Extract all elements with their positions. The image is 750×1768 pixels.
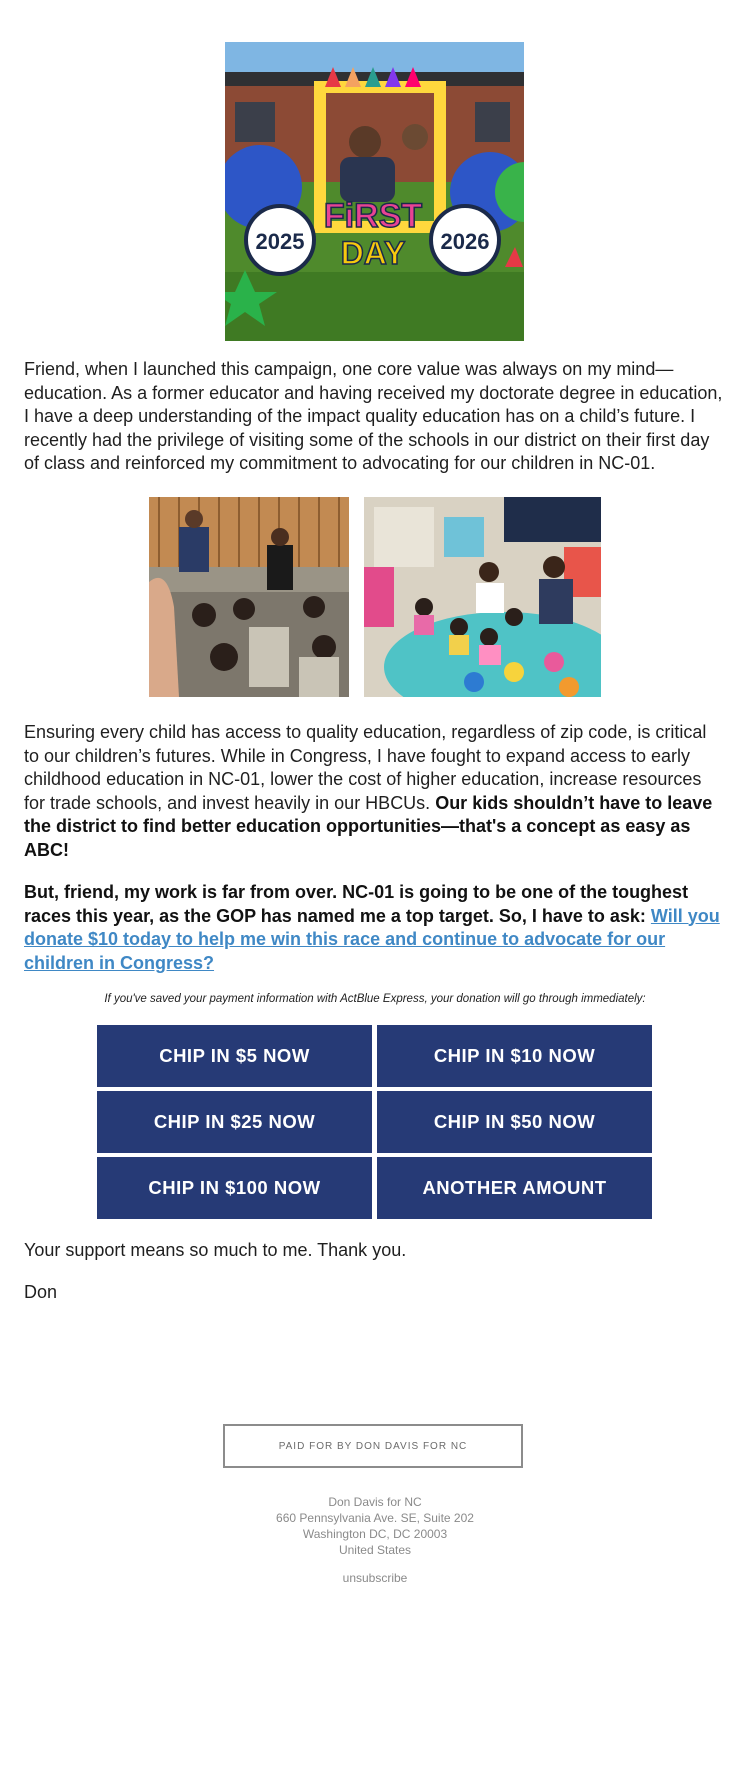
education-text: Ensuring every child has access to quality education, regardless of zip code, is critical to our children’s futures. While in Congress, I have fought to expand access to early childhood education in NC-01, lower the cost of higher education, increase resources for trade schools, and invest heavily in our HBCUs. <box>24 722 707 813</box>
classroom-photo <box>364 497 601 697</box>
hero-sign-bottom: DAY <box>340 235 406 271</box>
ask-paragraph <box>24 881 726 975</box>
chip-in-5-button[interactable]: CHIP IN $5 NOW <box>97 1025 372 1087</box>
hero-year-left: 2025 <box>255 229 305 254</box>
footer-org: Don Davis for NC <box>328 1495 422 1509</box>
hero-sign-top: FiRST <box>323 197 423 235</box>
another-amount-button[interactable]: ANOTHER AMOUNT <box>377 1157 652 1219</box>
signature: Don <box>24 1282 58 1302</box>
chip-in-100-button[interactable]: CHIP IN $100 NOW <box>97 1157 372 1219</box>
chip-in-50-button[interactable]: CHIP IN $50 NOW <box>377 1091 652 1153</box>
thank-you-text: Your support means so much to me. Thank you. <box>24 1240 407 1260</box>
school-assembly-photo <box>149 497 349 697</box>
footer-country: United States <box>338 1543 412 1557</box>
unsubscribe-link[interactable]: unsubscribe <box>342 1571 408 1585</box>
ask-bold-text: But, friend, my work is far from over. NC-01 is going to be one of the toughest races this year, as the GOP has named me a top target. So, I have to ask: <box>24 882 689 926</box>
hero-photo-first-day <box>225 42 524 341</box>
chip-in-25-button[interactable]: CHIP IN $25 NOW <box>97 1091 372 1153</box>
chip-in-10-button[interactable]: CHIP IN $10 NOW <box>377 1025 652 1087</box>
hero-year-right: 2026 <box>440 229 490 254</box>
intro-paragraph: Friend, when I launched this campaign, one core value was always on my mind—education. As a former educator and having received my doctorate degree in education, I have a deep understanding of the impact quality education has on a child’s future. I recently had the privilege of visiting some of the schools in our district on their first day of class and reinforced my commitment to advocating for our children in NC-01. <box>24 359 723 473</box>
actblue-express-note: If you've saved your payment information with ActBlue Express, your donation will go through immediately: <box>104 993 646 1005</box>
footer-address-line2: Washington DC, DC 20003 <box>302 1527 448 1541</box>
footer-address-line1: 660 Pennsylvania Ave. SE, Suite 202 <box>276 1511 474 1525</box>
education-bold-text: Our kids shouldn’t have to leave the district to find better education opportunities—that's a concept as easy as ABC! <box>24 792 713 860</box>
paid-for-disclaimer: PAID FOR BY DON DAVIS FOR NC <box>223 1424 523 1468</box>
donate-link[interactable]: Will you donate $10 today to help me win this race and continue to advocate for our children in Congress? <box>24 905 720 973</box>
education-paragraph <box>24 721 726 862</box>
